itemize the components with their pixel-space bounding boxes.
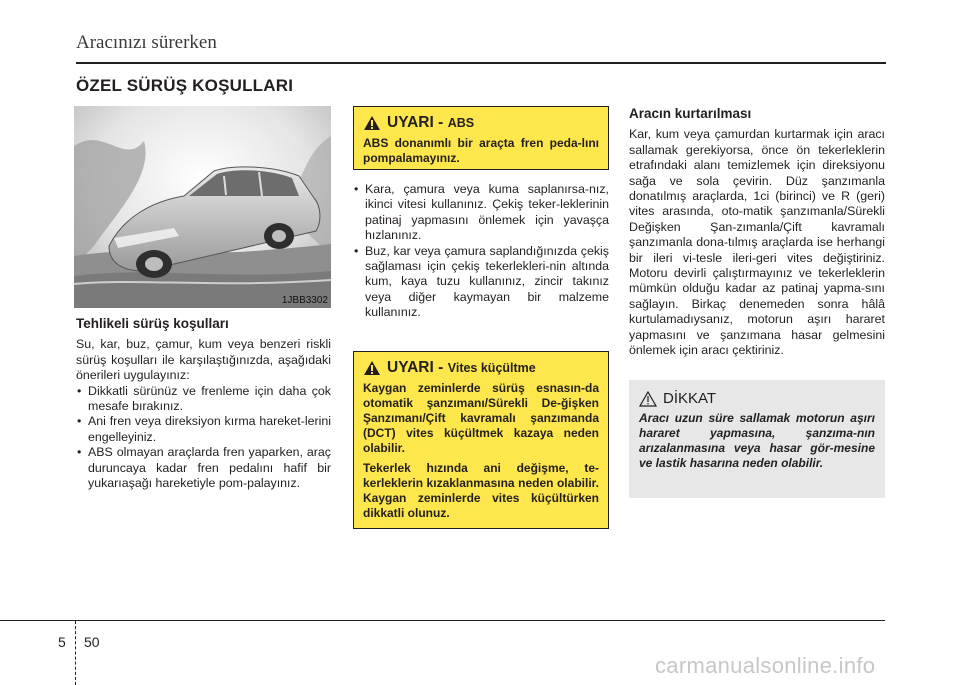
warning-box-abs (353, 106, 609, 170)
warning-triangle-icon (363, 360, 381, 376)
list-item: • Buz, kar veya çamura saplandığınızda çekiş sağlaması için çekiş tekerlekleri-nin altında kum, kaya tuzu kullanınız, zincir takınız veya diğer kaymayan bir malzeme kullanınız. (353, 244, 609, 321)
warning-subtitle: Vites küçültme (447, 361, 536, 375)
footer-rule (0, 620, 885, 621)
warning-triangle-icon (363, 115, 381, 131)
column-2 (353, 182, 609, 321)
recovery-text: Kar, kum veya çamurdan kurtarmak için aracı sallamak gerekiyorsa, önce ön tekerleklerin etrafındaki alanı temizlemek için direksiyonu sağa ve sola çevirin. Düz şanzımanla donatılmış araçlarda, 1ci (birinci) ve R (geri) vites arasında, oto-matik şanzımanla/Sürekli Değişken Şan-zımanla/Çift kavramalı şanzımanla dona-tılmış araçlarda ise herhangi bir ileri vi-tesle ileri-geri vites değiştiriniz. Motoru devirli çalıştırmayınız ve tekerleklerin mümkün olduğu kadar az patinaj yapma-sını sağlayın. Birkaç denemeden sonra hâlâ kurtulamadıysanız, motorun aşırı hararet yapmasını ve şanzımana hasar gelmesini önlemek için aracı çektiriniz. (629, 127, 885, 358)
chapter-number: 5 (58, 634, 66, 650)
warning-title: UYARI - (387, 359, 444, 376)
warning-box-downshift (353, 351, 609, 529)
warning-text: ABS donanımlı bir araçta fren peda-lını pompalamayınız. (363, 136, 599, 165)
car-icon (74, 106, 331, 308)
warning-title: UYARI - (387, 114, 444, 131)
caution-text: Aracı uzun süre sallamak motorun aşırı hararet yapmasına, şanzıma-nın arızalanmasına veya hasar gör-mesine ve lastik hasarına neden olabilir. (639, 411, 875, 470)
footer-divider (75, 621, 76, 685)
column-3 (629, 106, 885, 359)
bullet-list (353, 182, 609, 321)
bullet-list (76, 384, 331, 492)
warning-text: Kaygan zeminlerde sürüş esnasın-da otomatik şanzımanı/Sürekli De-ğişken Şanzımanı/Çift kavramalı şanzımanda (DCT) vites küçültmek kazaya neden olabilir. (363, 381, 599, 455)
caution-title: DİKKAT (663, 390, 717, 407)
watermark: carmanualsonline.info (655, 653, 876, 678)
heading-vehicle-recovery: Aracın kurtarılması (629, 106, 752, 121)
page-number: 50 (84, 634, 100, 650)
heading-dangerous-conditions: Tehlikeli sürüş koşulları (76, 316, 229, 331)
car-illustration (74, 106, 331, 308)
warning-text: Tekerlek hızında ani değişme, te-kerleklerin kızaklanmasına neden olabilir. Kaygan zeminlerde vites küçültürken dikkatli olunuz. (363, 461, 599, 520)
intro-text: Su, kar, buz, çamur, kum veya benzeri riskli sürüş koşulları ile karşılaştığınızda, aşağıdaki önerileri uygulayınız: (76, 337, 331, 383)
caution-box (629, 380, 885, 498)
list-item: • Dikkatli sürünüz ve frenleme için daha çok mesafe bırakınız. (76, 384, 331, 415)
warning-subtitle: ABS (447, 116, 475, 130)
list-item: • Kara, çamura veya kuma saplanırsa-nız, ikinci vitesi kullanınız. Çekiş teker-leklerinin patinaj yapmasını önlemek için yavaşça hızlanınız. (353, 182, 609, 244)
section-title: ÖZEL SÜRÜŞ KOŞULLARI (76, 76, 294, 95)
header-rule (76, 62, 886, 64)
list-item: • Ani fren veya direksiyon kırma hareket-lerini engelleyiniz. (76, 414, 331, 445)
figure-code: 1JBB3302 (281, 295, 328, 306)
column-1 (76, 316, 331, 491)
chapter-title: Aracınızı sürerken (76, 32, 217, 53)
list-item: • ABS olmayan araçlarda fren yaparken, araç duruncaya kadar fren pedalını hafif bir yukarıaşağı hareketiyle pom-palayınız. (76, 445, 331, 491)
caution-triangle-icon (639, 391, 657, 407)
